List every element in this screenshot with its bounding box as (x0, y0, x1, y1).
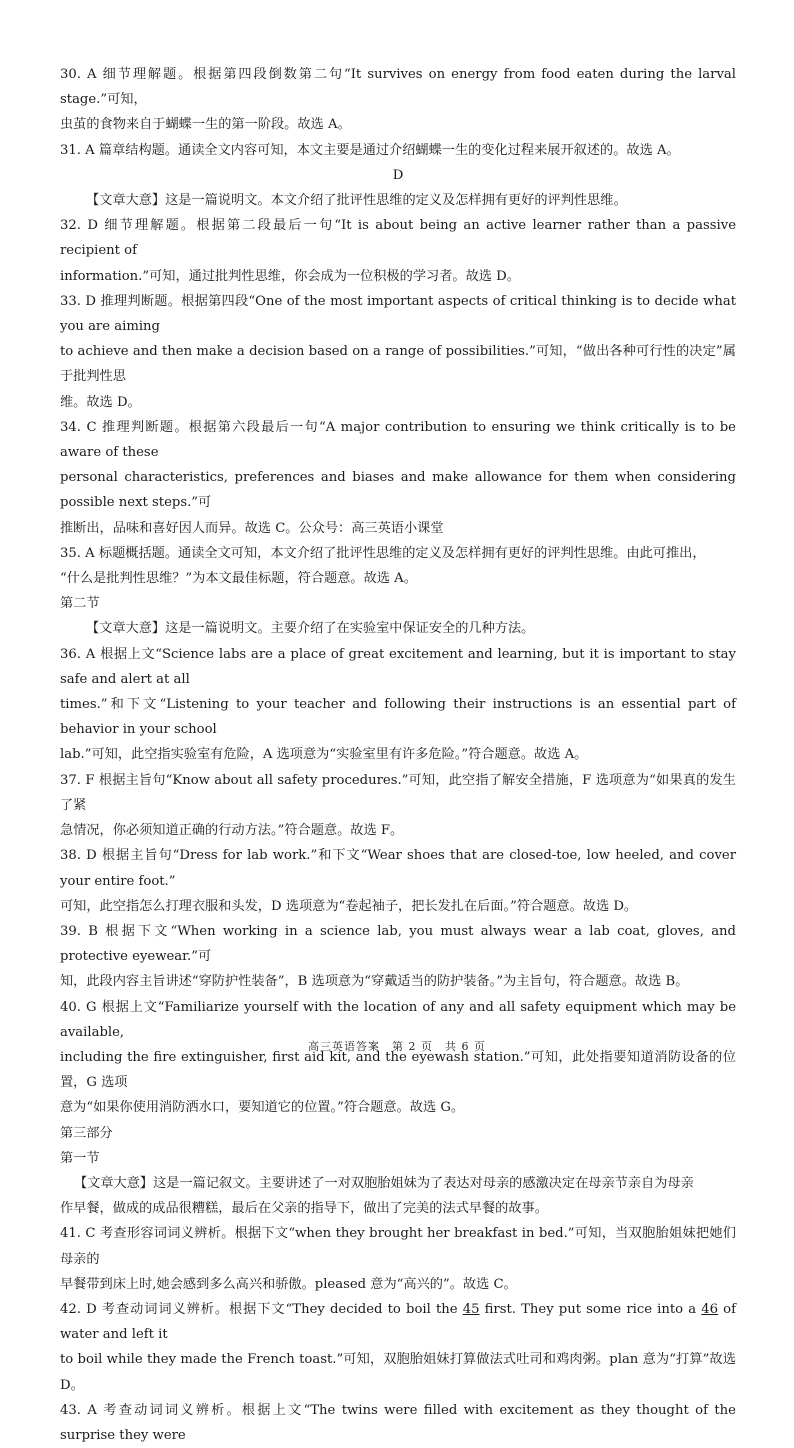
text-line: 40. G 根据上文“Familiarize yourself with the location of any and all safety equipment which may be available, (60, 999, 736, 1040)
text-line: 42. D 考查动词词义辨析。根据下文“They decided to boil the 45 first. They put some rice into a 46 of water and left it (60, 1301, 737, 1343)
text-line: 知，此段内容主旨讲述“穿防护性装备”，B 选项意为“穿戴适当的防护装备。”为主旨句，符合题意。故选 B。 (60, 974, 689, 990)
text-line: 39. B 根据下文“When working in a science lab, you must always wear a lab coat, gloves, and protective eyewear.”可 (60, 923, 736, 965)
text-line: 第三部分 (60, 1125, 113, 1141)
text-line: 急情况，你必须知道正确的行动方法。”符合题意。故选 F。 (60, 823, 404, 839)
text-line: D (392, 167, 404, 183)
text-line: 36. A 根据上文“Science labs are a place of great excitement and learning, but it is important to stay safe and alert at all (60, 646, 736, 687)
text-line: 【文章大意】这是一篇说明文。本文介绍了批评性思维的定义及怎样拥有更好的评判性思维。 (86, 193, 627, 209)
text-line: personal characteristics, preferences and biases and make allowance for them when considering possible next steps.”可 (60, 470, 736, 511)
text-line: 35. A 标题概括题。通读全文可知，本文介绍了批评性思维的定义及怎样拥有更好的评判性思维。由此可推出， (60, 545, 706, 561)
text-line: to boil while they made the French toast.”可知，双胞胎姐妹打算做法式吐司和鸡肉粥。plan 意为“打算”故选 D。 (60, 1352, 736, 1393)
text-line: 推断出，品味和喜好因人而异。故选 C。公众号：高三英语小课堂 (60, 520, 444, 536)
text-line: information.”可知，通过批判性思维，你会成为一位积极的学习者。故选 D。 (60, 268, 520, 284)
text-line: 维。故选 D。 (60, 394, 141, 410)
text-line: 【文章大意】这是一篇说明文。主要介绍了在实验室中保证安全的几种方法。 (86, 621, 535, 637)
text-line: 意为“如果你使用消防洒水口，要知道它的位置。”符合题意。故选 G。 (60, 1100, 465, 1116)
text-line: 41. C 考查形容词词义辨析。根据下文“when they brought her breakfast in bed.”可知，当双胞胎姐妹把她们母亲的 (60, 1226, 736, 1267)
text-line: 第一节 (60, 1150, 100, 1166)
text-line: lab.”可知，此空指实验室有危险，A 选项意为“实验室里有许多危险。”符合题意。故选 A。 (60, 747, 588, 763)
text-line: 【文章大意】这是一篇记叙文。主要讲述了一对双胞胎姐妹为了表达对母亲的感激决定在母亲节亲自为母亲 (74, 1175, 694, 1191)
text-line: 30. A 细节理解题。根据第四段倒数第二句“It survives on energy from food eaten during the larval stage.”可知， (60, 67, 736, 108)
text-line: including the fire extinguisher, first aid kit, and the eyewash station.”可知，此处指要知道消防设备的位置，G 选项 (60, 1049, 736, 1091)
page-footer: 高三英语答案 第 2 页 共 6 页 (308, 1040, 486, 1053)
text-line: 33. D 推理判断题。根据第四段“One of the most important aspects of critical thinking is to decide what you are aiming (60, 293, 736, 335)
text-line: 34. C 推理判断题。根据第六段最后一句“A major contribution to ensuring we think critically is to be aware of these (60, 419, 736, 461)
answer-text-body (60, 62, 736, 1448)
text-line: 32. D 细节理解题。根据第二段最后一句“It is about being an active learner rather than a passive recipient of (60, 218, 736, 259)
text-line: 作早餐，做成的成品很糟糕，最后在父亲的指导下，做出了完美的法式早餐的故事。 (60, 1201, 548, 1217)
text-line: “什么是批判性思维？”为本文最佳标题，符合题意。故选 A。 (60, 571, 417, 587)
text-line: 早餐带到床上时,她会感到多么高兴和骄傲。pleased 意为“高兴的”。故选 C。 (60, 1276, 517, 1292)
text-line: 43. A 考查动词词义辨析。根据上文“The twins were filled with excitement as they thought of the surprise they were (60, 1402, 736, 1443)
text-line: 虫茧的食物来自于蝴蝶一生的第一阶段。故选 A。 (60, 117, 351, 133)
text-line: 37. F 根据主旨句“Know about all safety procedures.”可知，此空指了解安全措施，F 选项意为“如果真的发生了紧 (60, 772, 736, 813)
text-line: 38. D 根据主旨句“Dress for lab work.”和下文“Wear shoes that are closed-toe, low heeled, and cover your entire foot.” (60, 848, 736, 889)
text-line: 31. A 篇章结构题。通读全文内容可知，本文主要是通过介绍蝴蝶一生的变化过程来展开叙述的。故选 A。 (60, 142, 680, 158)
text-line: 可知，此空指怎么打理衣服和头发，D 选项意为“卷起袖子，把长发扎在后面。”符合题意。故选 D。 (60, 898, 638, 914)
text-line: 第二节 (60, 596, 100, 612)
text-line: times.”和下文“Listening to your teacher and following their instructions is an essential part of behavior in your school (60, 697, 736, 738)
text-line: to achieve and then make a decision based on a range of possibilities.”可知，“做出各种可行性的决定”属于批判性思 (60, 344, 736, 385)
